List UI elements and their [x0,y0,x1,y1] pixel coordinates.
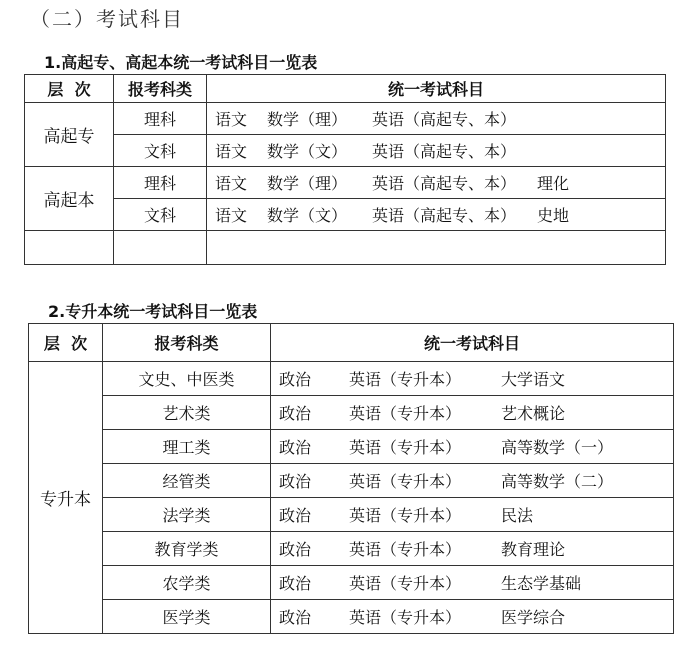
subject: 大学语文 [501,370,566,389]
level-cell: 高起专 [25,103,114,167]
table-row [29,600,674,634]
empty-cell [207,231,666,265]
subject: 英语（高起专、本） [372,110,517,129]
category-cell: 理科 [114,167,207,199]
subjects-cell [207,103,666,135]
subject: 数学（文） [267,142,348,161]
subject: 政治 [279,574,312,593]
subject: 语文 [215,142,248,161]
table1-header-level: 层 次 [25,75,114,103]
subject: 民法 [501,506,534,525]
table-row-empty [25,231,666,265]
table2-title: 2.专升本统一考试科目一览表 [48,302,258,321]
subject: 高等数学（二） [501,472,614,491]
subject: 数学（理） [267,110,348,129]
table-row [29,566,674,600]
table2-header-level: 层 次 [29,324,103,362]
subject: 英语（专升本） [349,404,462,423]
table-row [29,532,674,566]
table-row [29,464,674,498]
subjects-cell [271,430,674,464]
empty-cell [114,231,207,265]
table-row [25,199,666,231]
subject: 英语（专升本） [349,608,462,627]
subject: 英语（专升本） [349,506,462,525]
category-cell: 经管类 [103,464,271,498]
subject: 史地 [537,206,570,225]
subjects-cell [271,396,674,430]
category-cell: 医学类 [103,600,271,634]
category-cell: 理工类 [103,430,271,464]
level-cell: 高起本 [25,167,114,231]
category-cell: 艺术类 [103,396,271,430]
subjects-cell [271,464,674,498]
table-row [25,167,666,199]
subject: 英语（高起专、本） [372,174,517,193]
subject: 高等数学（一） [501,438,614,457]
subjects-cell [207,135,666,167]
subject: 语文 [215,110,248,129]
category-cell: 农学类 [103,566,271,600]
table-row [29,430,674,464]
empty-cell [25,231,114,265]
subject: 政治 [279,540,312,559]
table2-header-subjects: 统一考试科目 [271,324,674,362]
subject: 政治 [279,506,312,525]
section-title: （二）考试科目 [30,7,184,31]
subject: 数学（理） [267,174,348,193]
table2-header-category: 报考科类 [103,324,271,362]
subject: 政治 [279,438,312,457]
table1-header-row [25,75,666,103]
subject: 英语（专升本） [349,370,462,389]
level-cell: 专升本 [29,362,103,634]
table-row [29,498,674,532]
table-row [29,362,674,396]
subjects-cell [271,532,674,566]
subject: 英语（高起专、本） [372,142,517,161]
subjects-cell [207,167,666,199]
subject: 英语（专升本） [349,574,462,593]
subject: 政治 [279,370,312,389]
category-cell: 法学类 [103,498,271,532]
subject: 英语（专升本） [349,438,462,457]
subject: 教育理论 [501,540,566,559]
subject: 医学综合 [501,608,566,627]
category-cell: 文史、中医类 [103,362,271,396]
subject: 生态学基础 [501,574,582,593]
table2 [28,323,674,634]
table-row [25,135,666,167]
table1-header-subjects: 统一考试科目 [207,75,666,103]
subject: 语文 [215,206,248,225]
category-cell: 理科 [114,103,207,135]
subject: 语文 [215,174,248,193]
subject: 理化 [537,174,570,193]
table2-header-row [29,324,674,362]
subject: 政治 [279,608,312,627]
subject: 数学（文） [267,206,348,225]
table1-header-category: 报考科类 [114,75,207,103]
subjects-cell [271,566,674,600]
category-cell: 文科 [114,135,207,167]
subjects-cell [207,199,666,231]
subjects-cell [271,362,674,396]
table-row [29,396,674,430]
subject: 英语（专升本） [349,540,462,559]
subject: 政治 [279,404,312,423]
subject: 艺术概论 [501,404,566,423]
subject: 政治 [279,472,312,491]
subjects-cell [271,498,674,532]
table-row [25,103,666,135]
category-cell: 文科 [114,199,207,231]
table1 [24,74,666,265]
subjects-cell [271,600,674,634]
category-cell: 教育学类 [103,532,271,566]
subject: 英语（高起专、本） [372,206,517,225]
table1-title: 1.高起专、高起本统一考试科目一览表 [44,53,318,72]
subject: 英语（专升本） [349,472,462,491]
